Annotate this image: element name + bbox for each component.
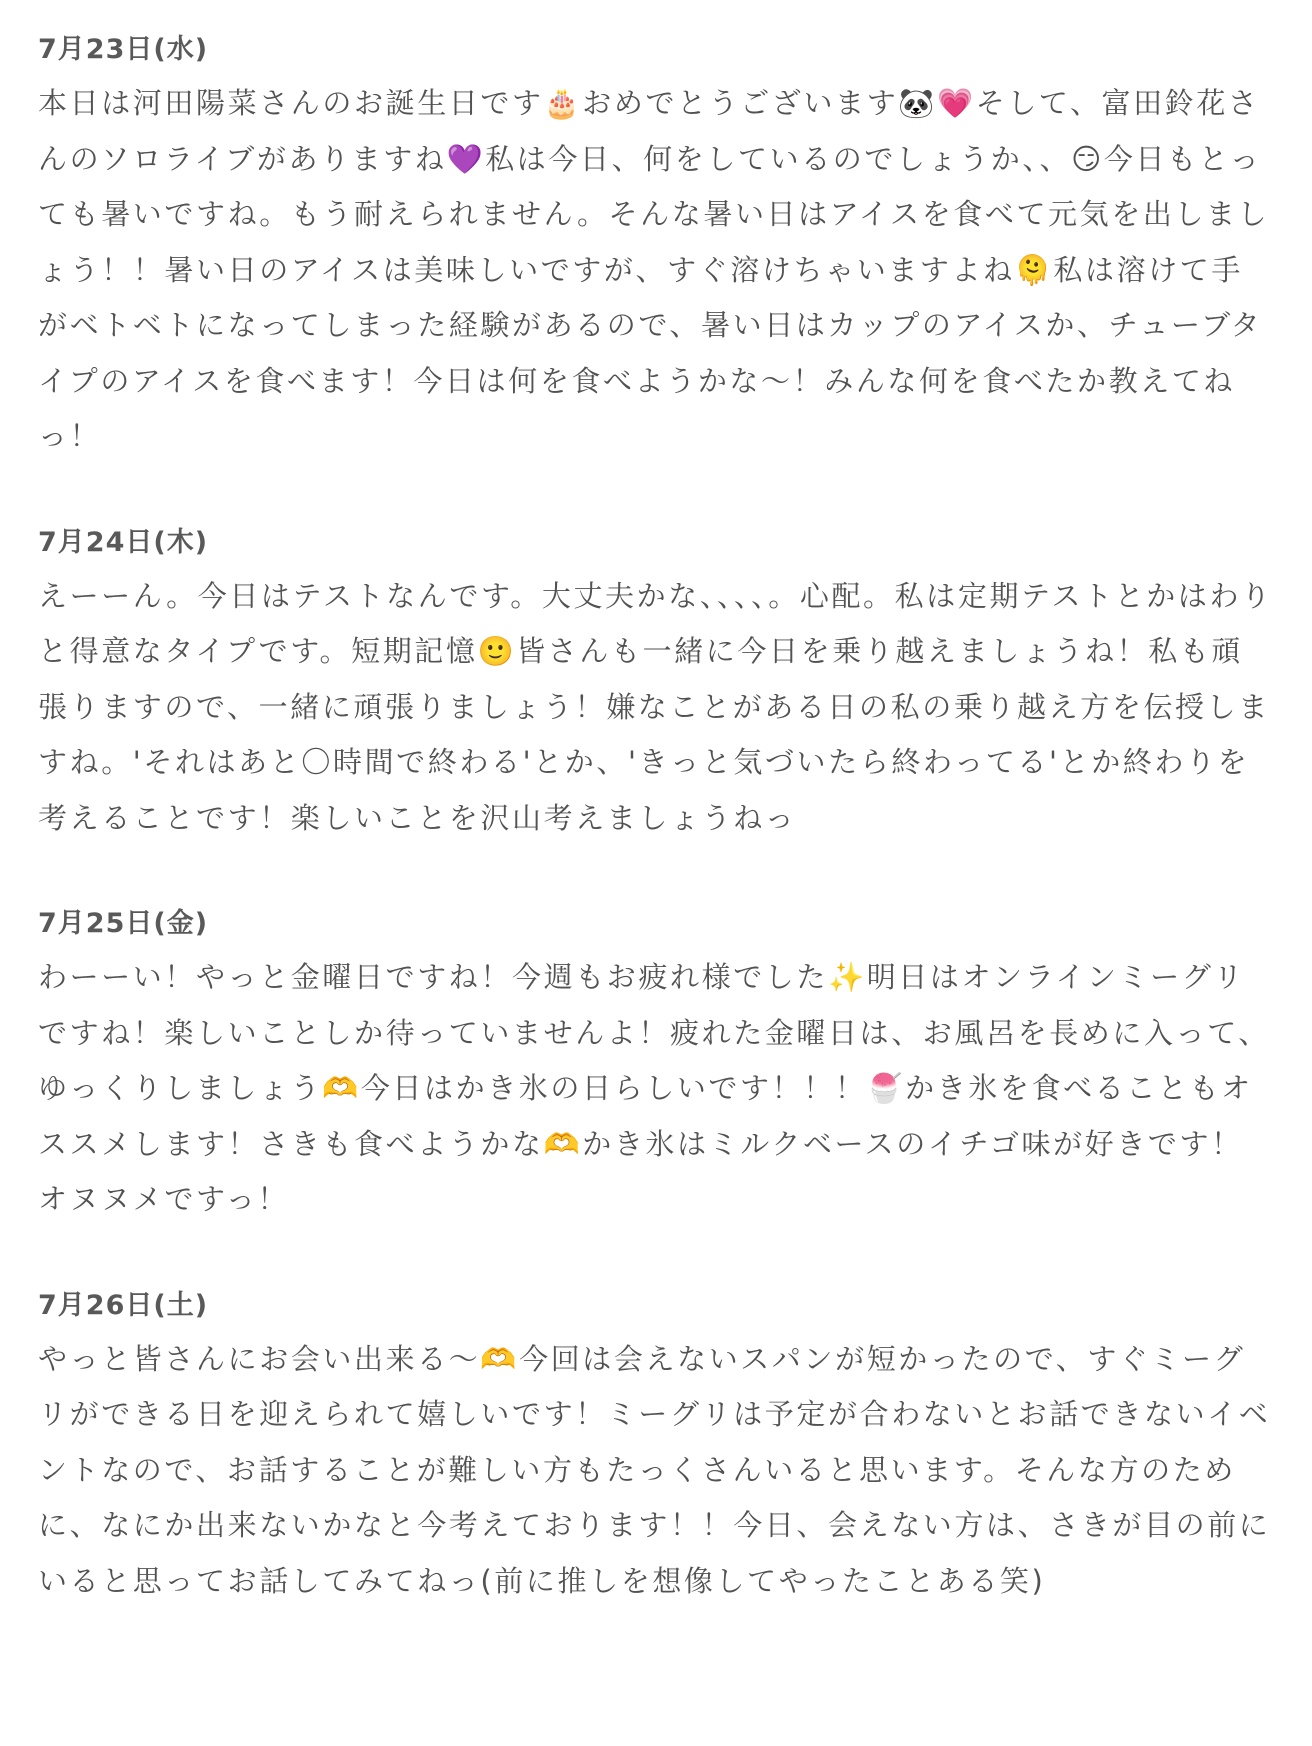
entry-date: 7月23日(水)	[38, 34, 209, 65]
entry-body: えーーん。今日はテストなんです。大丈夫かな、、、、。心配。私は定期テストとかはわりと得意なタイプです。短期記憶🙂皆さんも一緒に今日を乗り越えましょうね！私も頑張りますので、一緒に頑張りましょう！嫌なことがある日の私の乗り越え方を伝授しますね。'それはあと〇時間で終わる'とか、'きっと気づいたら終わってる'とか終わりを考えることです！楽しいことを沢山考えましょうねっ	[38, 578, 1273, 835]
diary-entry-0726	[38, 1284, 1274, 1610]
entry-body: やっと皆さんにお会い出来る〜🫶今回は会えないスパンが短かったので、すぐミーグリができる日を迎えられて嬉しいです！ミーグリは予定が合わないとお話できないイベントなので、お話することが難しい方もたっくさんいると思います。そんな方のために、なにか出来ないかなと今考えております！！今日、会えない方は、さきが目の前にいると思ってお話してみてねっ(前に推しを想像してやったことある笑)	[38, 1341, 1271, 1598]
entry-body: わーーい！やっと金曜日ですね！今週もお疲れ様でした✨明日はオンラインミーグリですね！楽しいことしか待っていませんよ！疲れた金曜日は、お風呂を長めに入って、ゆっくりしましょう🫶今日はかき氷の日らしいです！！！🍧かき氷を食べることもオススメします！さきも食べようかな🫶かき氷はミルクベースのイチゴ味が好きです！オヌヌメですっ！	[38, 960, 1270, 1216]
diary-entry-0723	[38, 28, 1274, 465]
diary-entry-0725	[38, 902, 1274, 1228]
entry-date: 7月25日(金)	[38, 908, 209, 939]
entry-body: 本日は河田陽菜さんのお誕生日です🎂おめでとうございます🐼💗そして、富田鈴花さんのソロライブがありますね💜私は今日、何をしているのでしょうか、、😏今日もとっても暑いですね。もう耐えられません。そんな暑い日はアイスを食べて元気を出しましょう！！暑い日のアイスは美味しいですが、すぐ溶けちゃいますよね🫠私は溶けて手がベトベトになってしまった経験があるので、暑い日はカップのアイスか、チューブタイプのアイスを食べます！今日は何を食べようかな〜！みんな何を食べたか教えてねっ！	[38, 86, 1270, 453]
entry-date: 7月24日(木)	[38, 526, 209, 558]
diary-entry-0724	[38, 521, 1274, 847]
diary-document	[38, 28, 1274, 1665]
entry-date: 7月26日(土)	[38, 1289, 209, 1321]
